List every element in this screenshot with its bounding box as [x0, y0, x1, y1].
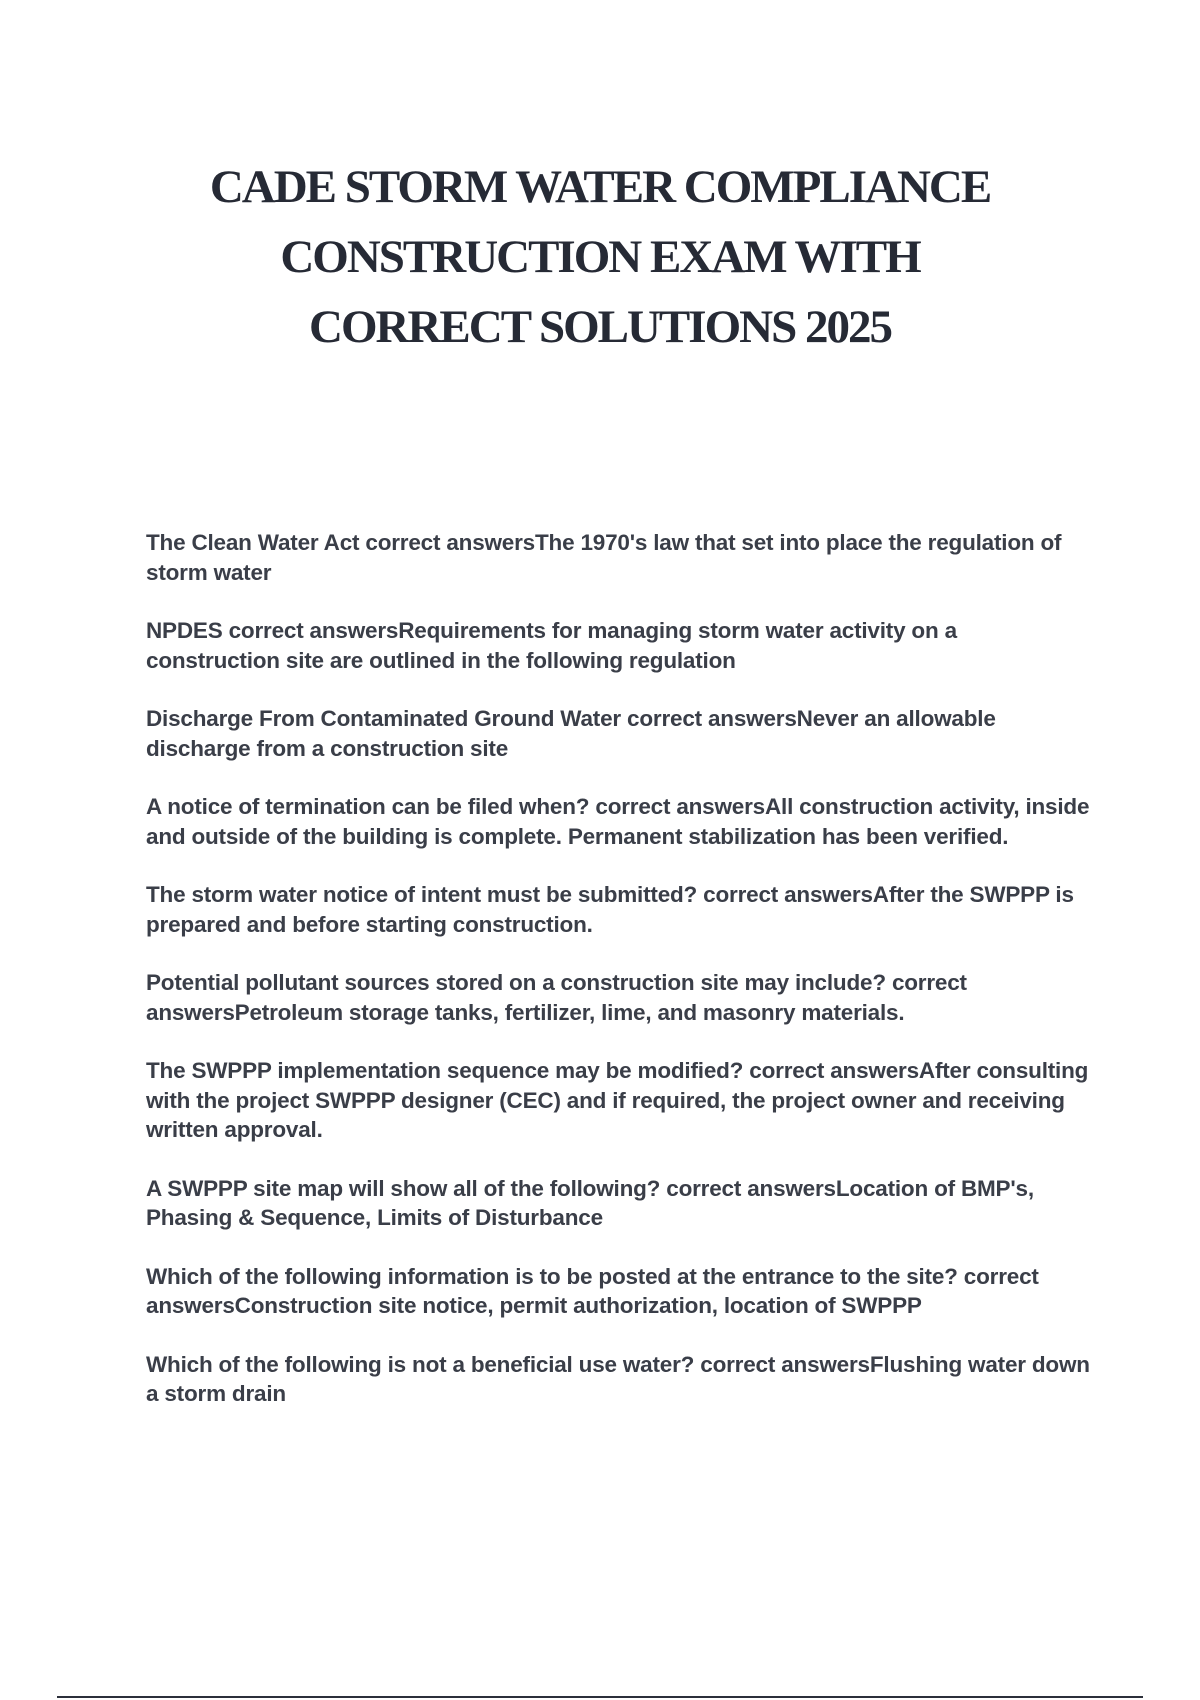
qa-question: The SWPPP implementation sequence may be modified? — [146, 1058, 744, 1083]
qa-item — [146, 616, 1096, 675]
qa-question: The Clean Water Act — [146, 530, 360, 555]
title-line-2: CONSTRUCTION EXAM WITH — [280, 231, 920, 283]
qa-question: Potential pollutant sources stored on a construction site may include? — [146, 970, 886, 995]
qa-item — [146, 880, 1096, 939]
qa-answer: The 1970's law that set into place the regulation of storm water — [146, 530, 1062, 585]
qa-question: Which of the following information is to be posted at the entrance to the site? — [146, 1263, 958, 1289]
title-line-1: CADE STORM WATER COMPLIANCE — [209, 161, 991, 213]
qa-item — [146, 1056, 1096, 1145]
document-title — [100, 152, 1100, 362]
qa-answer-marker: correct answers — [627, 706, 797, 731]
qa-question: A notice of termination can be filed when? — [146, 794, 590, 819]
qa-item — [146, 1174, 1096, 1233]
qa-question: Discharge From Contaminated Ground Water — [146, 706, 621, 731]
footer-divider — [57, 1696, 1143, 1698]
qa-answer: After consulting with the project SWPPP designer (CEC) and if required, the project owner and receiving written approval. — [146, 1058, 1089, 1142]
qa-item — [146, 1262, 1096, 1321]
qa-answer: Flushing water down a storm drain — [146, 1351, 1090, 1406]
qa-item — [146, 968, 1096, 1027]
title-line-3: CORRECT SOLUTIONS 2025 — [309, 301, 891, 353]
qa-answer-marker: correct answers — [595, 794, 765, 819]
qa-answer-marker: correct answers — [700, 1351, 870, 1377]
qa-answer: Never an allowable discharge from a construction site — [146, 706, 996, 761]
qa-list — [146, 528, 1096, 1438]
qa-question: NPDES — [146, 618, 223, 643]
qa-answer-marker: correct answers — [146, 1263, 1039, 1318]
qa-answer-marker: correct answers — [703, 882, 873, 907]
qa-answer: Construction site notice, permit authorization, location of SWPPP — [234, 1293, 922, 1318]
qa-question: The storm water notice of intent must be submitted? — [146, 882, 698, 907]
qa-item — [146, 792, 1096, 851]
qa-answer: All construction activity, inside and outside of the building is complete. Permanent stabilization has been verified. — [146, 794, 1090, 849]
qa-answer: After the SWPPP is prepared and before starting construction. — [146, 882, 1074, 937]
qa-item — [146, 704, 1096, 763]
qa-question: A SWPPP site map will show all of the following? — [146, 1175, 661, 1201]
qa-answer-marker: correct answers — [146, 970, 967, 1025]
qa-answer: Requirements for managing storm water activity on a construction site are outlined in the following regulation — [146, 618, 957, 673]
qa-item — [146, 528, 1096, 587]
qa-item — [146, 1350, 1096, 1409]
qa-answer-marker: correct answers — [749, 1058, 919, 1083]
qa-question: Which of the following is not a beneficial use water? — [146, 1351, 695, 1377]
qa-answer-marker: correct answers — [365, 530, 535, 555]
qa-answer-marker: correct answers — [228, 618, 399, 643]
qa-answer: Location of BMP's, Phasing & Sequence, Limits of Disturbance — [146, 1175, 1034, 1230]
qa-answer: Petroleum storage tanks, fertilizer, lime, and masonry materials. — [234, 999, 905, 1025]
qa-answer-marker: correct answers — [666, 1175, 836, 1201]
